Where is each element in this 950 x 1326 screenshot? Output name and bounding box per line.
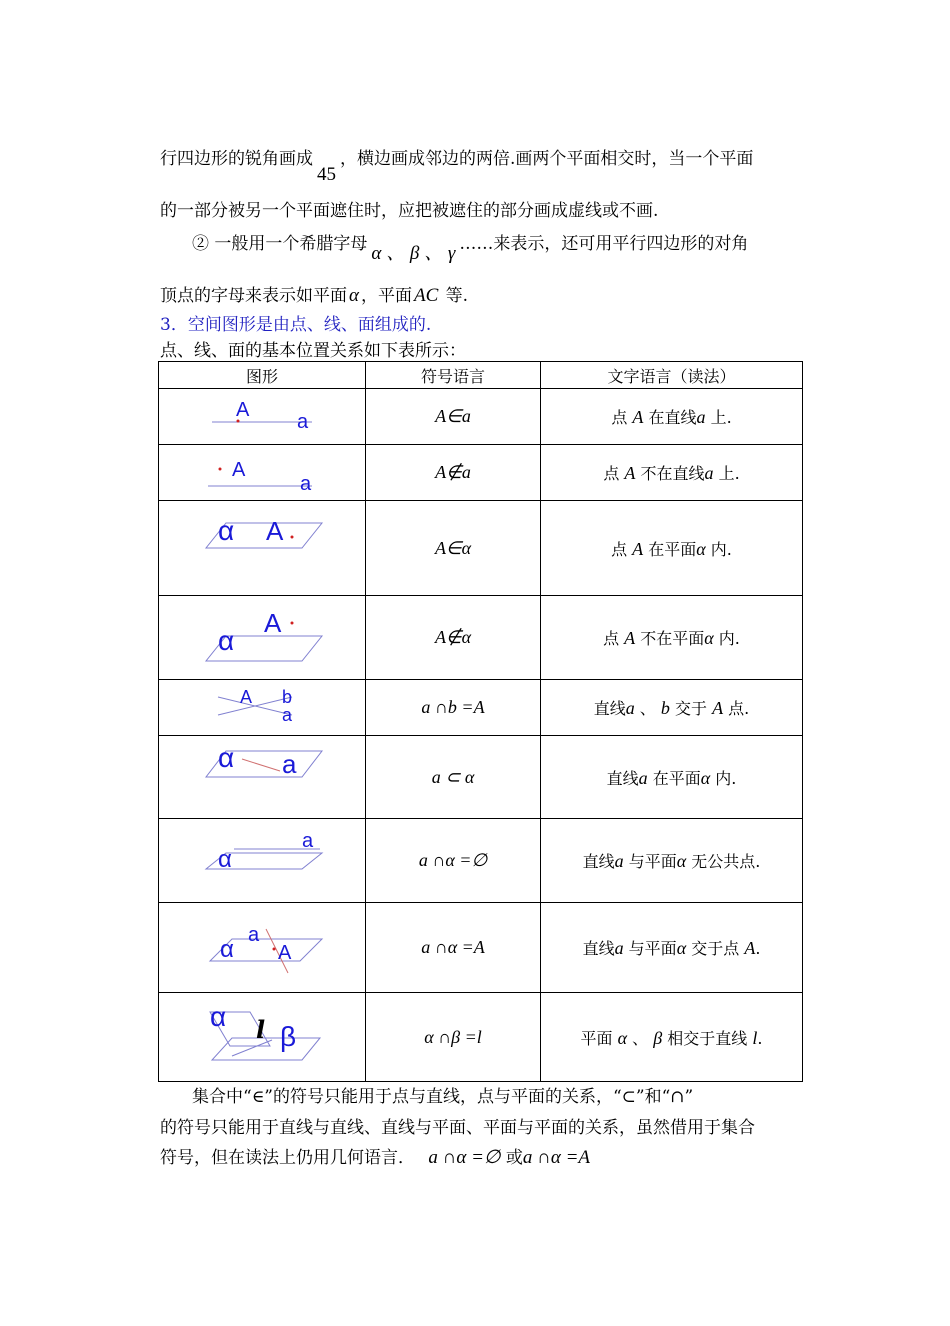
figure-line-in-plane [162, 737, 362, 817]
svg-text:A: A [266, 516, 284, 546]
table-row [159, 819, 803, 903]
figure-point-in-plane [162, 503, 362, 593]
svg-text:A: A [236, 398, 250, 421]
text-cell: 直线a 与平面α 交于点 A. [541, 903, 803, 993]
figure-cell [159, 501, 366, 596]
symbol-cell: A∈α [366, 501, 541, 596]
paragraph-line [160, 1143, 590, 1169]
svg-text:a: a [297, 410, 309, 433]
figure-planes-intersect [162, 994, 362, 1080]
header-figure: 图形 [159, 362, 366, 389]
table-row [159, 596, 803, 680]
table-row [159, 903, 803, 993]
svg-text:A: A [240, 686, 253, 707]
paragraph-line: 集合中“∈”的符号只能用于点与直线，点与平面的关系，“⊂”和“∩” [192, 1087, 694, 1107]
text-cell: 点 A 不在直线a 上. [541, 445, 803, 501]
svg-text:α: α [218, 742, 235, 773]
svg-text:α: α [218, 515, 235, 546]
figure-cell [159, 736, 366, 819]
symbol-cell: α ∩β =l [366, 993, 541, 1082]
symbol-cell: A∈a [366, 389, 541, 445]
figure-point-on-line [162, 392, 362, 442]
svg-text:a: a [282, 704, 293, 725]
figure-cell [159, 389, 366, 445]
figure-cell [159, 445, 366, 501]
symbol-cell: A∉α [366, 596, 541, 680]
figure-cell [159, 819, 366, 903]
figure-line-parallel-plane [162, 821, 362, 901]
figure-cell [159, 903, 366, 993]
figure-cell [159, 680, 366, 736]
text: 符号，但在读法上仍用几何语言． [160, 1148, 415, 1168]
math: a ∩α =A [522, 1147, 591, 1168]
svg-text:a: a [248, 923, 260, 946]
paragraph-line [160, 281, 468, 307]
symbol-cell: a ⊂ α [366, 736, 541, 819]
text-cell: 点 A 在平面α 内. [541, 501, 803, 596]
text-cell: 直线a 与平面α 无公共点. [541, 819, 803, 903]
text: 的一部分被另一个平面遮住时，应把被遮住的部分画成虚线或不画. [160, 201, 659, 221]
text-cell: 点 A 在直线a 上. [541, 389, 803, 445]
svg-text:β: β [280, 1021, 297, 1052]
svg-text:α: α [218, 845, 232, 873]
text: 等. [440, 286, 469, 306]
text: 行四边形的锐角画成 [160, 149, 313, 169]
paragraph-line: 的符号只能用于直线与直线、直线与平面、平面与平面的关系，虽然借用于集合 [160, 1118, 755, 1138]
svg-text:α: α [220, 935, 234, 963]
figure-cell [159, 596, 366, 680]
math: a ∩α =∅ [428, 1147, 501, 1168]
math: AC [413, 285, 439, 306]
table-row [159, 501, 803, 596]
svg-text:l: l [256, 1015, 266, 1044]
symbol-cell: a ∩α =A [366, 903, 541, 993]
svg-text:a: a [282, 749, 297, 779]
svg-text:α: α [218, 624, 235, 656]
svg-text:a: a [300, 472, 312, 495]
svg-text:b: b [282, 686, 293, 707]
figure-point-off-plane [162, 598, 362, 678]
text: ，横边画成邻边的两倍.画两个平面相交时，当一个平面 [340, 149, 754, 169]
text: ，平面 [360, 286, 412, 306]
text: ……来表示，还可用平行四边形的对角 [459, 234, 749, 254]
figure-cell [159, 993, 366, 1082]
symbol-cell: A∉a [366, 445, 541, 501]
greek-letters: α 、 β 、 γ [371, 243, 456, 264]
symbol-cell: a ∩α =∅ [366, 819, 541, 903]
angle-value: 45 [317, 164, 336, 185]
svg-text:a: a [302, 829, 314, 852]
svg-text:α: α [210, 1001, 227, 1032]
svg-text:A: A [232, 458, 246, 481]
paragraph-line [192, 228, 749, 264]
table-header-row [159, 362, 803, 389]
figure-line-cross-plane [162, 905, 362, 991]
figure-lines-intersect [162, 683, 362, 733]
text-cell: 直线a 、 b 交于 A 点. [541, 680, 803, 736]
table-row [159, 680, 803, 736]
text-cell: 平面 α 、 β 相交于直线 l. [541, 993, 803, 1082]
text-cell: 点 A 不在平面α 内. [541, 596, 803, 680]
text: 顶点的字母来表示如平面 [160, 286, 347, 306]
paragraph-line [160, 144, 754, 185]
table-row [159, 445, 803, 501]
text: ② 一般用一个希腊字母 [192, 234, 368, 254]
figure-point-off-line [162, 448, 362, 498]
paragraph-line [160, 196, 658, 221]
svg-text:A: A [264, 607, 282, 638]
math: α [349, 285, 359, 306]
text: 或 [500, 1148, 523, 1168]
text-cell: 直线a 在平面α 内. [541, 736, 803, 819]
header-symbol: 符号语言 [366, 362, 541, 389]
table-intro: 点、线、面的基本位置关系如下表所示： [160, 341, 466, 361]
table-row [159, 389, 803, 445]
table-row [159, 993, 803, 1082]
svg-text:A: A [278, 941, 292, 964]
relation-table [158, 361, 803, 1082]
symbol-cell: a ∩b =A [366, 680, 541, 736]
table-row [159, 736, 803, 819]
section-heading: 3．空间图形是由点、线、面组成的. [160, 315, 432, 335]
header-text: 文字语言（读法） [541, 362, 803, 389]
